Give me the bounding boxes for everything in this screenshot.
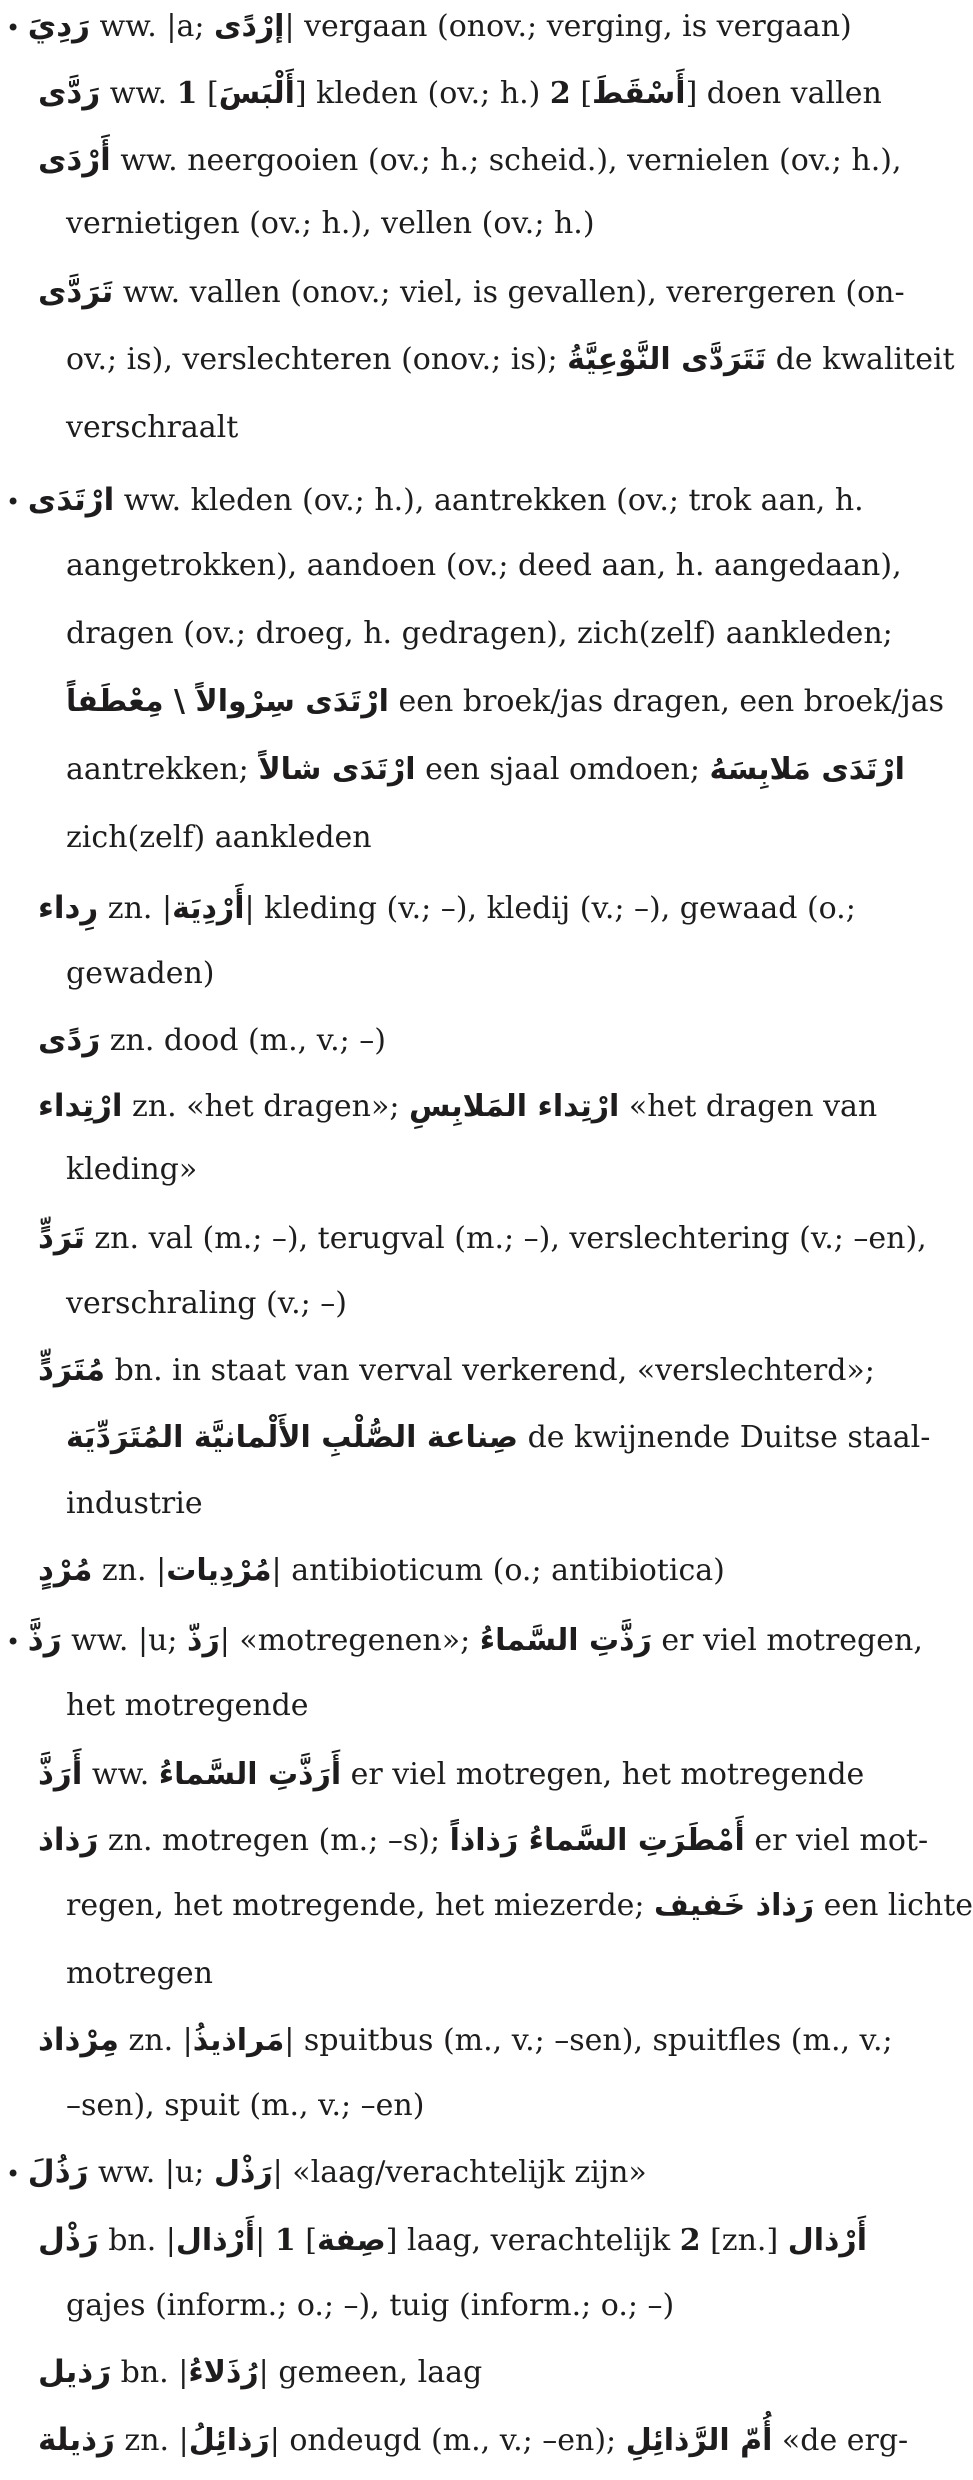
entry-text: | «laag/verachtelijk zijn» [272,2155,647,2190]
entry-headword: أَرَذَّ [38,1756,83,1792]
entry-text: | kleding (v.; –), kledij (v.; –), gewaad (o.; [244,891,856,926]
entry-line [6,6,901,48]
entry-line [6,2152,901,2194]
entry-text: | antibioticum (o.; antibiotica) [271,1553,725,1588]
entry-text: zn. | [118,2023,193,2058]
entry-arabic: رَذاذ خَفيف [654,1888,815,1923]
entry-text: –sen), spuit (m., v.; –en) [66,2088,425,2123]
entry-arabic: صِفة [316,2223,386,2258]
entry-text: het motregende [66,1688,309,1723]
entry-line [66,818,901,858]
entry-text: verschraalt [66,410,239,445]
entry-text: [ [295,2223,317,2258]
entry-bullet: • [6,2160,28,2188]
entry-text: zn. motregen (m.; –s); [98,1823,450,1858]
entry-text: zn. dood (m., v.; –) [100,1023,387,1058]
entry-text: bn. | [98,2223,176,2258]
entry-line [66,1150,901,1190]
entry-text: zich(zelf) aankleden [66,820,372,855]
entry-text: een broek/jas dragen, een broek/jas [388,684,945,719]
entry-arabic: رَذْل [213,2155,273,2190]
entry-line [66,954,901,994]
entry-text: bn. | [111,2355,189,2390]
entry-text: ww. |u; [88,2155,214,2190]
entry-text: | gemeen, laag [258,2355,483,2390]
entry-text: ww. kleden (ov.; h.), aantrekken (ov.; trok aan, h. [114,483,864,518]
entry-arabic: أَمْطَرَتِ السَّماءُ رَذاذاً [449,1823,745,1858]
entry-text: motregen [66,1956,213,1991]
entry-text: aangetrokken), aandoen (ov.; deed aan, h. aangedaan), [66,548,902,583]
entry-arabic: إرْدًى [214,9,285,44]
entry-text: ] kleden (ov.; h.) [294,76,550,111]
entry-text: «het dragen van [619,1089,878,1124]
entry-line [38,140,901,181]
entry-line [38,1550,901,1591]
entry-arabic: مَراذيذُ [192,2023,285,2058]
entry-text: zn. «het dragen»; [122,1089,409,1124]
entry-text: ww. [100,76,177,111]
entry-line [66,1954,901,1994]
entry-text: ww. |u; [61,1623,188,1658]
entry-line [66,614,901,654]
entry-line [66,2286,901,2326]
entry-arabic: أُمّ الرَّذائِلِ [625,2423,773,2458]
entry-arabic: صِناعة الصُّلْبِ الأَلْمانيَّة المُتَرَدِّيَة [66,1420,519,1455]
entry-line [38,1820,929,1861]
entry-text: zn. | [98,891,173,926]
entry-text: verschraling (v.; –) [66,1286,348,1321]
sense-number: 2 [679,2223,701,2258]
entry-headword: رَدَّى [38,75,101,111]
entry-bullet: • [6,488,28,516]
entry-arabic: أَسْقَطَ [592,76,686,111]
entry-text: kleding» [66,1152,198,1187]
entry-text: een lichte [814,1888,973,1923]
entry-text: zn. val (m.; –), terugval (m.; –), verslechtering (v.; –en), [84,1221,927,1256]
entry-text: ] laag, verachtelijk [385,2223,680,2258]
entry-headword: رَذيل [38,2354,112,2390]
entry-arabic: مُرْدِيات [166,1553,272,1588]
entry-line [66,2086,901,2126]
entry-line [66,340,955,380]
entry-text: er viel motregen, [651,1623,923,1658]
entry-bullet: • [6,1628,28,1656]
entry-text: er viel mot- [744,1823,929,1858]
entry-text: zn. | [92,1553,167,1588]
entry-line [38,2352,901,2393]
entry-line [38,1350,901,1391]
entry-text: | [255,2223,275,2258]
entry-text: «de erg- [772,2423,909,2458]
entry-text: [ [197,76,219,111]
entry-line [38,2420,909,2461]
entry-headword: رَدًى [38,1022,101,1058]
entry-headword: مِرْذاذ [38,2022,119,2058]
entry-text: | spuitbus (m., v.; –sen), spuitfles (m., v.; [284,2023,893,2058]
entry-text: bn. in staat van verval verkerend, «verslechterd»; [105,1353,875,1388]
entry-arabic: أَرْذال [787,2223,867,2258]
entry-text: regen, het motregende, het miezerde; [66,1888,655,1923]
entry-line [66,1886,973,1926]
entry-arabic: ارْتَدَى مَلابِسَهُ [709,752,905,787]
entry-headword: رَذُلَ [27,2154,89,2190]
entry-line [38,1020,901,1061]
entry-text: | vergaan (onov.; verging, is vergaan) [284,9,852,44]
entry-text: de kwaliteit [766,342,955,377]
entry-text: ww. neergooien (ov.; h.; scheid.), vernielen (ov.; h.), [110,143,902,178]
entry-headword: رَذْل [38,2222,99,2258]
entry-text: een sjaal omdoen; [415,752,710,787]
entry-text: er viel motregen, het motregende [341,1757,865,1792]
entry-text: ww. [82,1757,159,1792]
entry-text: [ [570,76,593,111]
entry-text: vernietigen (ov.; h.), vellen (ov.; h.) [66,206,595,241]
entry-line [38,2020,901,2061]
entry-text: gajes (inform.; o.; –), tuig (inform.; o.; –) [66,2288,675,2323]
entry-line [38,2220,901,2261]
entry-line [66,204,901,244]
entry-line [6,480,901,522]
entry-text: | ondeugd (m., v.; –en); [269,2423,626,2458]
entry-line [38,1754,901,1795]
entry-arabic: رَذّ [187,1623,220,1658]
entry-line [6,1620,923,1662]
entry-line [66,1686,901,1726]
entry-headword: رَدِيَ [27,8,90,44]
entry-arabic: أَرْدِيَة [172,891,245,926]
entry-line [66,546,901,586]
entry-headword: مُرْدٍ [38,1552,93,1588]
entry-text: ] doen vallen [685,76,882,111]
entry-headword: ارْتِداء [38,1088,123,1124]
entry-headword: مُتَرَدٍّ [38,1352,106,1388]
entry-arabic: ارْتَدَى سِرْوالاً \ مِعْطَفاً [66,684,389,719]
entry-arabic: ارْتِداء المَلابِسِ [408,1089,620,1124]
entry-arabic: رَذَّتِ السَّماءُ [479,1623,652,1658]
entry-headword: تَرَدٍّ [38,1220,85,1256]
sense-number: 1 [176,76,198,111]
entry-line [38,272,905,313]
entry-arabic: رُذَلاءُ [188,2355,259,2390]
entry-line [66,682,945,722]
entry-line [38,1218,927,1259]
entry-arabic: تَتَرَدَّى النَّوْعِيَّةُ [567,342,767,377]
entry-text: aantrekken; [66,752,259,787]
entry-text: zn. | [114,2423,189,2458]
entry-arabic: أَرَذَّتِ السَّماءُ [158,1757,342,1792]
entry-text: | «motregenen»; [219,1623,480,1658]
sense-number: 1 [274,2223,296,2258]
entry-line [66,408,901,448]
entry-line [38,73,901,114]
entry-headword: ارْتَدَى [27,482,115,518]
sense-number: 2 [549,76,571,111]
entry-arabic: أَرْذال [175,2223,256,2258]
entry-text: ov.; is), verslechteren (onov.; is); [66,342,568,377]
entry-headword: رَذاذ [38,1822,99,1858]
entry-text: de kwijnende Duitse staal- [518,1420,931,1455]
entry-headword: أَرْدَى [38,142,111,178]
entry-arabic: أَلْبَسَ [218,76,295,111]
entry-headword: رِداء [38,890,99,926]
entry-headword: رَذَّ [27,1622,62,1658]
entry-line [38,888,901,929]
entry-bullet: • [6,14,28,42]
entry-text: [zn.] [700,2223,788,2258]
entry-line [66,1418,931,1458]
entry-headword: رَذيلة [38,2422,115,2458]
entry-line [66,750,905,790]
entry-text: ww. |a; [89,9,215,44]
entry-text: gewaden) [66,956,215,991]
entry-line [66,1484,901,1524]
entry-text: ww. vallen (onov.; viel, is gevallen), verergeren (on- [113,275,905,310]
entry-arabic: ارْتَدَى شالاً [258,752,416,787]
entry-line [38,1086,901,1127]
entry-text: industrie [66,1486,203,1521]
entry-line [66,1284,901,1324]
entry-text: dragen (ov.; droeg, h. gedragen), zich(zelf) aankleden; [66,616,893,651]
entry-headword: تَرَدَّى [38,274,114,310]
entry-arabic: رَذائِلُ [188,2423,270,2458]
